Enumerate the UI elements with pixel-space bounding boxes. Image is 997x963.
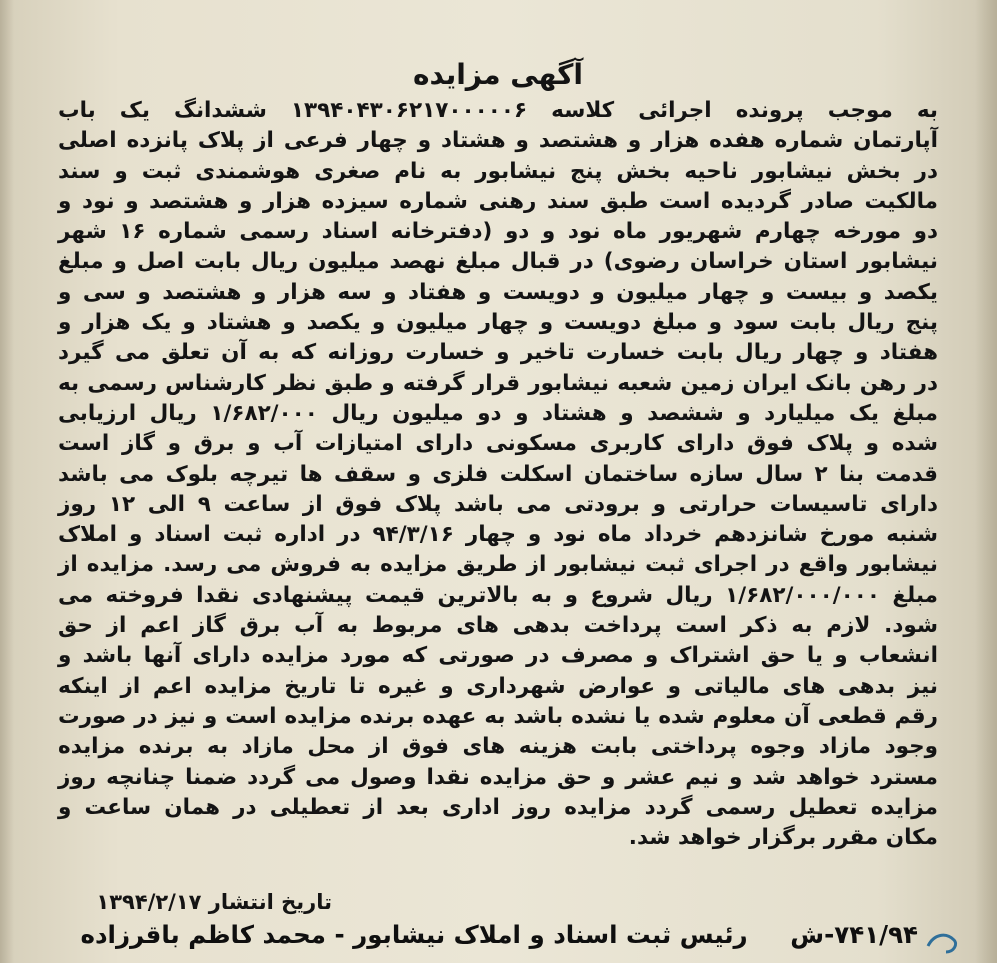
notice-line: در بخش نیشابور ناحیه بخش پنج نیشابور به نام صغری هوشمندی ثبت و سند: [58, 158, 938, 184]
notice-line: نیز بدهی های مالیاتی و عوارض شهرداری و غیره تا تاریخ مزایده اعم از اینکه: [58, 673, 938, 699]
notice-line: شود. لازم به ذکر است پرداخت بدهی های مربوط به آب برق گاز اعم از حق: [58, 613, 938, 639]
scan-shadow-left: [0, 0, 14, 963]
notice-line: مالکیت صادر گردیده است طبق سند رهنی شماره سیزده هزار و هشتصد و نود و: [58, 188, 938, 214]
notice-line: مبلغ ۱/۶۸۲/۰۰۰/۰۰۰ ریال شروع و به بالاترین قیمت پیشنهادی نقدا فروخته می: [58, 582, 938, 608]
notice-line: رقم قطعی آن معلوم شده یا نشده باشد به عهده برنده مزایده است و نیز در صورت: [58, 703, 938, 729]
notice-line: قدمت بنا ۲ سال سازه ساختمان اسکلت فلزی و سقف ها تیرچه بلوک می باشد: [58, 461, 938, 487]
notice-line: انشعاب و یا حق اشتراک و مصرف در صورتی که مورد مزایده دارای آنها باشد و: [58, 643, 938, 669]
notice-line: نیشابور واقع در اجرای ثبت نیشابور از طریق مزایده به فروش می رسد. مزایده از: [58, 552, 938, 578]
notice-code: ۷۴۱/۹۴-ش: [790, 920, 918, 949]
notice-line: آپارتمان شماره هفده هزار و هشتصد و هشتاد و چهار فرعی از پلاک پانزده اصلی: [58, 128, 938, 154]
notice-line: دارای تاسیسات حرارتی و برودتی می باشد پلاک فوق از ساعت ۹ الی ۱۲ روز: [58, 491, 938, 517]
notice-line: مبلغ یک میلیارد و ششصد و هشتاد و دو میلیون ریال ۱/۶۸۲/۰۰۰ ریال ارزیابی: [58, 400, 938, 426]
notice-line: یکصد و بیست و چهار میلیون و دویست و هفتاد و سه هزار و هشتصد و سی و: [58, 279, 938, 305]
notice-line: پنج ریال بابت سود و مبلغ دویست و چهار میلیون و یکصد و هشتاد و یک هزار و: [58, 310, 938, 336]
notice-line: نیشابور استان خراسان رضوی) در قبال مبلغ نهصد میلیون ریال بابت اصل و مبلغ: [58, 249, 938, 275]
notice-title: آگهی مزایده: [412, 58, 583, 91]
notice-line: شنبه مورخ شانزدهم خرداد ماه نود و چهار ۹۴/۳/۱۶ در اداره ثبت اسناد و املاک: [58, 522, 938, 548]
notice-line: در رهن بانک ایران زمین شعبه نیشابور قرار گرفته و طبق نظر کارشناس رسمی به: [58, 370, 938, 396]
notice-line: دو مورخه چهارم شهریور ماه نود و دو (دفترخانه اسناد رسمی شماره ۱۶ شهر: [58, 219, 939, 245]
notice-line: شده و پلاک فوق دارای کاربری مسکونی دارای امتیازات آب و برق و گاز است: [58, 431, 938, 457]
notice-body: [58, 96, 938, 853]
notice-line: به موجب پرونده اجرائی کلاسه ۱۳۹۴۰۴۳۰۶۲۱۷۰۰۰۰۰۶ ششدانگ یک باب: [58, 98, 938, 123]
notice-line: هفتاد و چهار ریال بابت خسارت تاخیر و خسارت روزانه که به آن تعلق می گیرد: [58, 340, 938, 366]
signature-row: [58, 918, 918, 952]
publish-date: تاریخ انتشار ۱۳۹۴/۲/۱۷: [96, 890, 332, 914]
notice-line: مزایده تعطیل رسمی گردد مزایده روز اداری بعد از تعطیلی در همان ساعت و: [58, 794, 938, 820]
notice-line: مسترد خواهد شد و نیم عشر و حق مزایده نقدا وصول می گردد ضمنا چنانچه روز: [58, 764, 938, 790]
signature: رئیس ثبت اسناد و املاک نیشابور - محمد کاظم باقرزاده: [80, 920, 748, 949]
signature-spacer: [756, 920, 782, 949]
auction-notice: [58, 56, 938, 853]
pen-mark-icon: [924, 928, 960, 958]
scan-shadow-right: [975, 0, 997, 963]
notice-line: وجود مازاد وجوه پرداختی بابت هزینه های فوق از محل مازاد به برنده مزایده: [58, 734, 938, 760]
notice-line: مکان مقرر برگزار خواهد شد.: [628, 825, 938, 851]
